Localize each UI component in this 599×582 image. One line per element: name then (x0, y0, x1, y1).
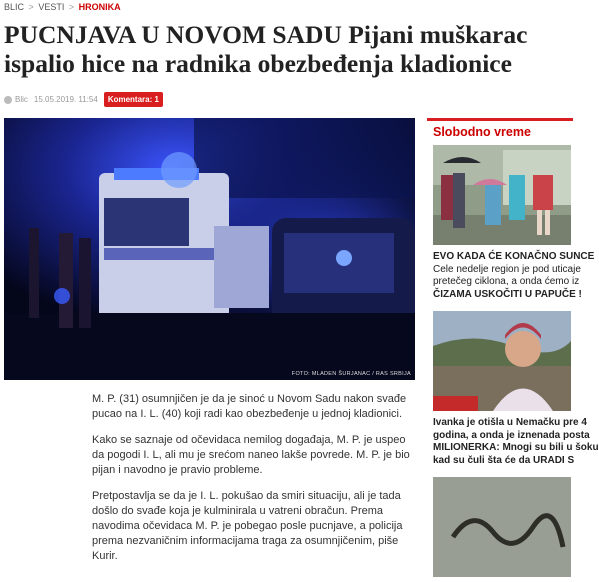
sidebar-slobodno-vreme (427, 118, 599, 577)
article-meta (4, 92, 163, 107)
author-icon (4, 96, 12, 104)
article-body (92, 392, 412, 575)
comments-button[interactable]: Komentara: 1 (104, 92, 163, 107)
breadcrumb-separator: > (68, 2, 75, 12)
sidebar-card-image[interactable] (433, 145, 571, 245)
hero-photo (4, 118, 415, 380)
sidebar-card-text[interactable] (433, 411, 599, 467)
article-paragraph: Kako se saznaje od očevidaca nemilog događaja, M. P. je uspeo da pogodi I. L, ali mu je srećom naneo lakše povrede. M. P. je bio pijan i navodno je pravio probleme. (92, 434, 410, 476)
sidebar-card-line: Ivanka je otišla u Nemačku pre 4 (433, 417, 587, 428)
sidebar-card-line: EVO KADA ĆE KONAČNO SUNCE (433, 251, 595, 262)
sidebar-card[interactable] (427, 311, 599, 467)
sidebar-card-image[interactable] (433, 477, 571, 577)
breadcrumb-hronika[interactable]: HRONIKA (78, 2, 121, 12)
sidebar-card-line: Cele nedelje region je pod uticaje (433, 263, 581, 275)
article-date: 15.05.2019. 11:54 (33, 95, 98, 104)
sidebar-card-line: MILIONERKA: Mnogi su bili u šoku (433, 442, 599, 453)
sidebar-card-line: pretečeg ciklona, a onda ćemo iz (433, 276, 580, 287)
breadcrumb-blic[interactable]: BLIC (4, 2, 25, 12)
sidebar-card-line: godina, a onda je iznenada posta (433, 429, 590, 441)
sidebar-card-text[interactable] (433, 245, 595, 301)
hero-image (4, 118, 415, 380)
breadcrumb (4, 2, 121, 12)
weather-photo (433, 145, 571, 245)
article-paragraph: Pretpostavlja se da je I. L. pokušao da smiri situaciju, ali je tada došlo do svađe koja je kulminirala u vatreni obračun. Prema navodima očevidaca M. P. je pobegao posle pucnjave, a policija prema nezvaničnim informacijama traga za osumnjičenim, piše Kurir. (92, 490, 403, 562)
sidebar-card[interactable] (427, 145, 595, 301)
snake-photo (433, 477, 571, 577)
woman-photo (433, 311, 571, 411)
sidebar-card[interactable] (427, 477, 573, 577)
sidebar-card-image[interactable] (433, 311, 571, 411)
breadcrumb-vesti[interactable]: VESTI (38, 2, 65, 12)
photo-credit: FOTO: MLADEN ŠURJANAC / RAS SRBIJA (291, 371, 411, 377)
sidebar-card-line: kad su čuli šta će da URADI S (433, 454, 575, 466)
breadcrumb-separator: > (28, 2, 34, 12)
article-author[interactable]: Blic (15, 95, 28, 104)
article-paragraph: M. P. (31) osumnjičen je da je sinoć u Novom Sadu nakon svađe pucao na I. L. (40) koji radi kao obezbeđenje u jednoj kladionici. (92, 393, 407, 420)
sidebar-title[interactable]: Slobodno vreme (433, 125, 531, 139)
sidebar-card-line: ČIZAMA USKOČITI U PAPUČE ! (433, 288, 582, 300)
article-headline: PUCNJAVA U NOVOM SADU Pijani muškarac ispalio hice na radnika obezbeđenja kladionice (4, 20, 528, 78)
